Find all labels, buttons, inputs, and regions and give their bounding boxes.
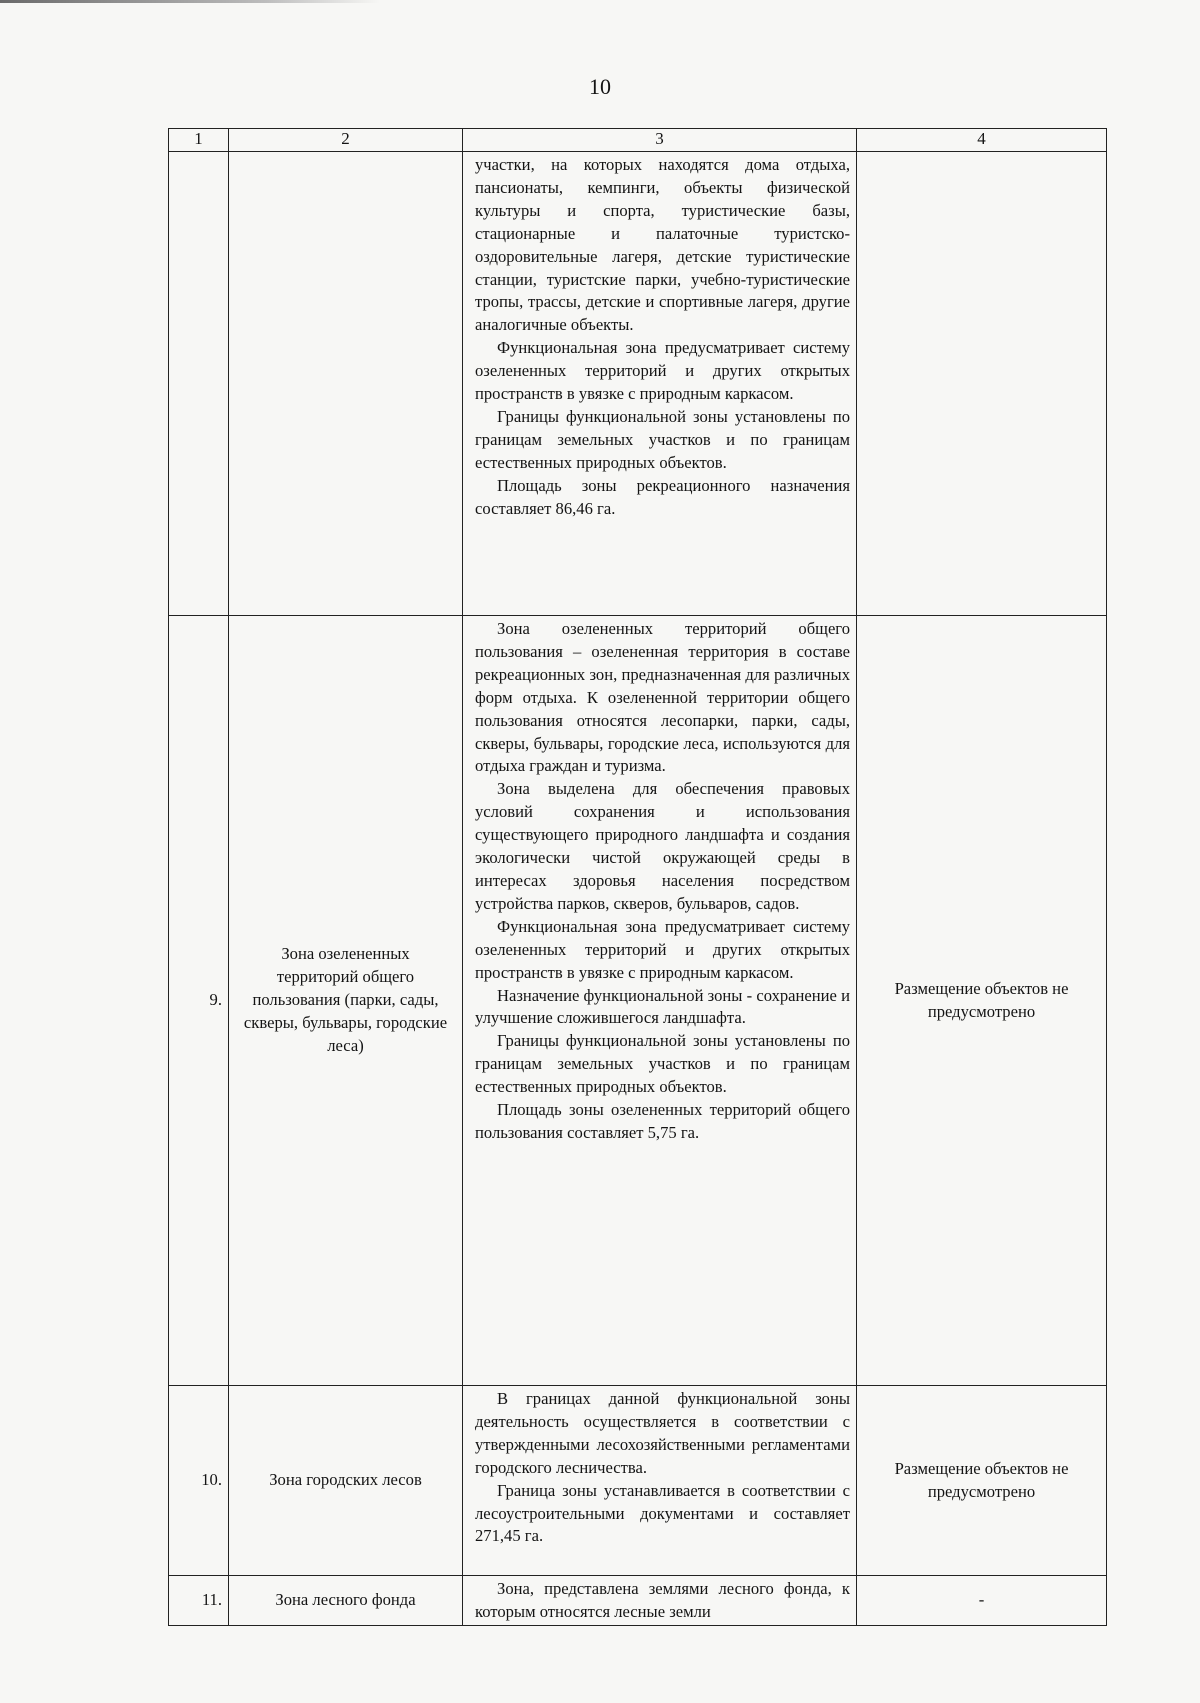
description-paragraph: участки, на которых находятся дома отдыха, пансионаты, кемпинги, объекты физической культуры и спорта, туристические базы, стационарные и палаточные туристско-оздоровительные лагеря, детские туристические станции, туристские парки, учебно-туристические тропы, трассы, детские и спортивные лагеря, другие аналогичные объекты. — [475, 155, 850, 335]
row-number: 9. — [169, 616, 229, 1386]
description-paragraph: Граница зоны устанавливается в соответствии с лесоустроительными документами и составляет 271,45 га. — [475, 1480, 850, 1546]
description-paragraph: Зона, представлена землями лесного фонда, к которым относятся лесные земли — [475, 1579, 850, 1621]
placement-cell: Размещение объектов не предусмотрено — [857, 1386, 1107, 1576]
description-paragraph: Площадь зоны рекреационного назначения составляет 86,46 га. — [475, 475, 850, 518]
header-row — [169, 129, 1107, 152]
placement-cell: - — [857, 1576, 1107, 1626]
zone-description — [463, 1576, 857, 1626]
zone-name: Зона озелененных территорий общего пользования (парки, сады, скверы, бульвары, городские леса) — [229, 616, 463, 1386]
zones-table — [168, 128, 1107, 1626]
zone-description — [463, 152, 857, 616]
row-number — [169, 152, 229, 616]
table-row — [169, 616, 1107, 1386]
placement-cell — [857, 152, 1107, 616]
header-cell-2: 2 — [229, 129, 463, 152]
description-paragraph: Назначение функциональной зоны - сохранение и улучшение сложившегося ландшафта. — [475, 985, 850, 1028]
row-number: 10. — [169, 1386, 229, 1576]
row-number: 11. — [169, 1576, 229, 1626]
description-paragraph: Границы функциональной зоны установлены по границам земельных участков и по границам естественных природных объектов. — [475, 406, 850, 472]
zone-description — [463, 616, 857, 1386]
placement-cell: Размещение объектов не предусмотрено — [857, 616, 1107, 1386]
zone-description — [463, 1386, 857, 1576]
table-row — [169, 1576, 1107, 1626]
description-paragraph: Функциональная зона предусматривает систему озелененных территорий и других открытых пространств в увязке с природным каркасом. — [475, 338, 850, 404]
table-row — [169, 152, 1107, 616]
zone-name — [229, 152, 463, 616]
header-cell-1: 1 — [169, 129, 229, 152]
description-paragraph: Площадь зоны озелененных территорий общего пользования составляет 5,75 га. — [475, 1100, 850, 1142]
scan-edge-mark — [0, 0, 380, 3]
description-paragraph: В границах данной функциональной зоны деятельность осуществляется в соответствии с утвержденными лесохозяйственными регламентами городского лесничества. — [475, 1389, 850, 1477]
description-paragraph: Границы функциональной зоны установлены по границам земельных участков и по границам естественных природных объектов. — [475, 1031, 850, 1097]
header-cell-4: 4 — [857, 129, 1107, 152]
description-paragraph: Зона выделена для обеспечения правовых условий сохранения и использования существующего природного ландшафта и создания экологически чистой окружающей среды в интересах здоровья населения посредством устройства парков, скверов, бульваров, садов. — [475, 779, 850, 913]
table-row — [169, 1386, 1107, 1576]
zone-name: Зона лесного фонда — [229, 1576, 463, 1626]
description-paragraph: Функциональная зона предусматривает систему озелененных территорий и других открытых пространств в увязке с природным каркасом. — [475, 916, 850, 982]
page-number: 10 — [589, 74, 611, 99]
header-cell-3: 3 — [463, 129, 857, 152]
description-paragraph: Зона озелененных территорий общего пользования – озелененная территория в составе рекреационных зон, предназначенная для различных форм отдыха. К озелененной территории общего пользования относятся лесопарки, парки, сады, скверы, бульвары, городские леса, используются для отдыха граждан и туризма. — [475, 619, 850, 776]
zone-name: Зона городских лесов — [229, 1386, 463, 1576]
